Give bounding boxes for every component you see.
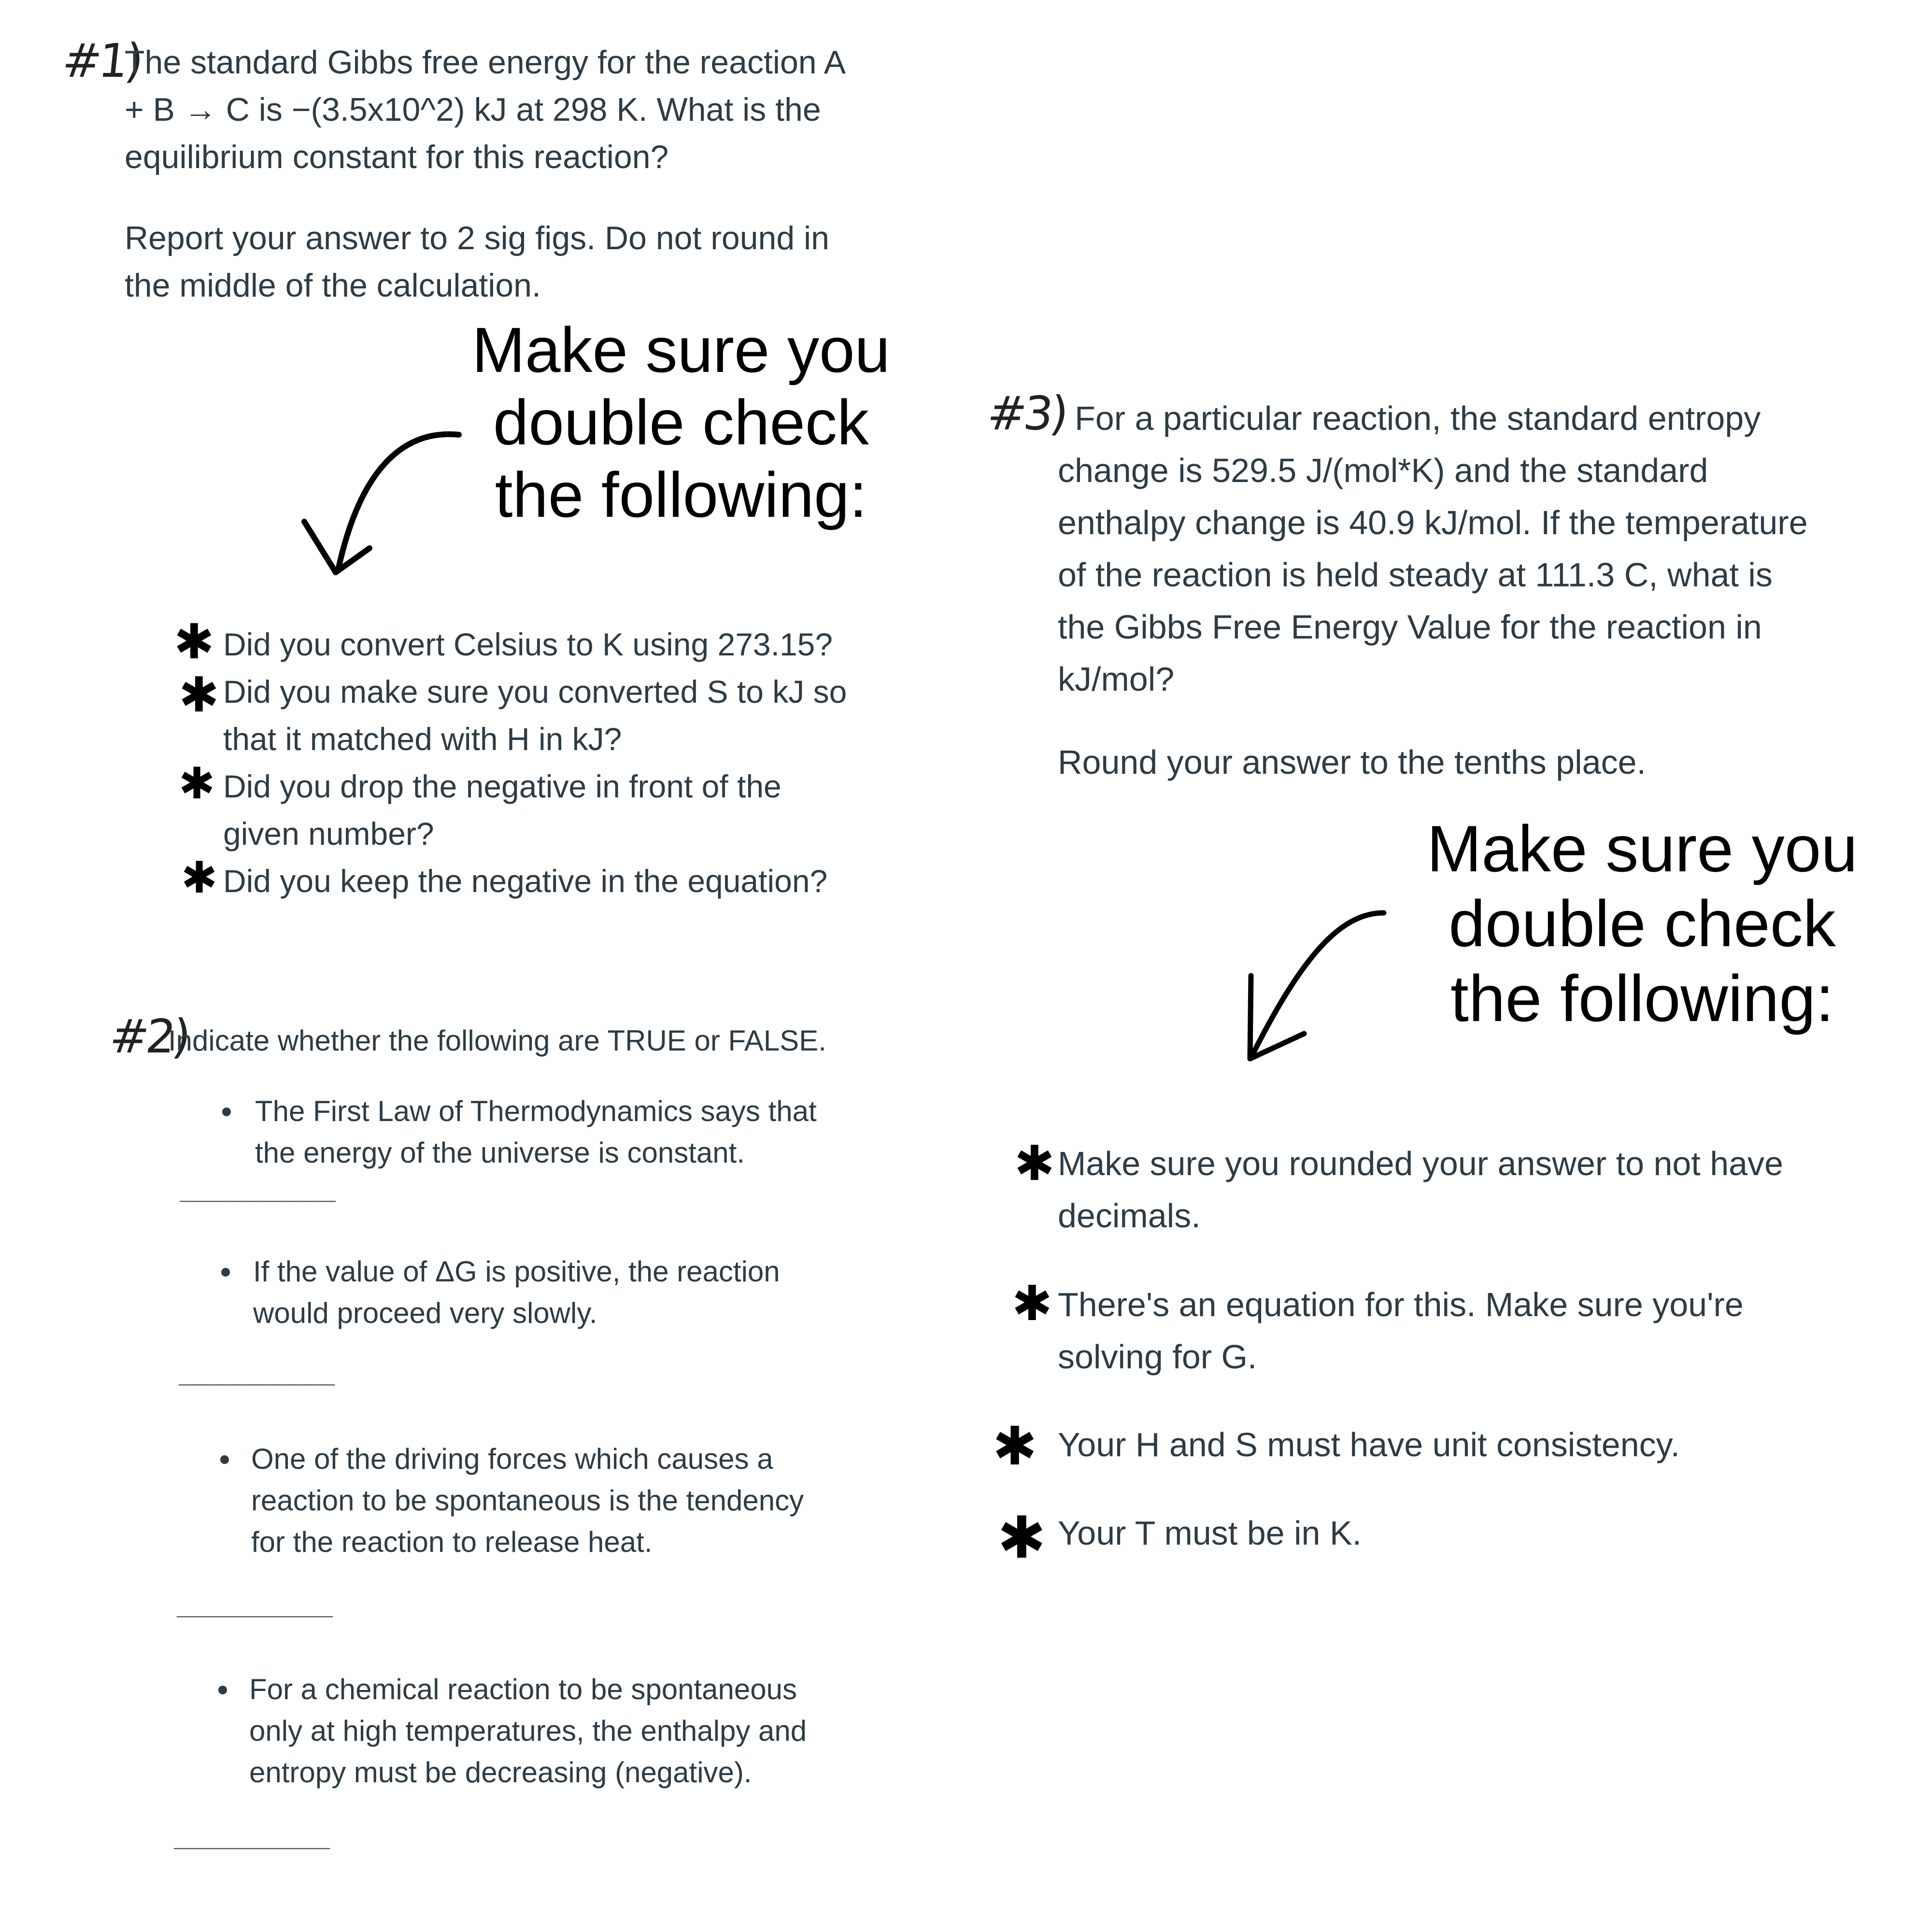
- question-1-line: + B → C is −(3.5x10^2) kJ at 298 K. What is the: [125, 91, 821, 128]
- question-3-line: the Gibbs Free Energy Value for the reaction in: [1058, 608, 1762, 646]
- asterisk-icon: ✱: [997, 1505, 1046, 1572]
- asterisk-icon: ✱: [181, 852, 218, 903]
- question-2-number: #2): [107, 1009, 191, 1064]
- question-3-instruction: Round your answer to the tenths place.: [1058, 743, 1646, 781]
- question-1-line: The standard Gibbs free energy for the reaction A: [125, 44, 846, 81]
- question-3-line: change is 529.5 J/(mol*K) and the standard: [1058, 452, 1708, 489]
- callout-line: the following:: [495, 459, 867, 530]
- check-item: Make sure you rounded your answer to not have decimals.: [1058, 1145, 1783, 1235]
- question-2-intro: Indicate whether the following are TRUE or FALSE.: [168, 1024, 826, 1057]
- check-item: Did you keep the negative in the equation?: [223, 863, 828, 899]
- asterisk-icon: ✱: [179, 758, 215, 809]
- answer-blank[interactable]: ___________: [180, 1179, 335, 1207]
- question-3-line: For a particular reaction, the standard entropy: [1075, 399, 1761, 437]
- true-false-statement: One of the driving forces which causes a reaction to be spontaneous is the tendency for the reaction to release heat.: [251, 1443, 804, 1558]
- question-1-instruction: the middle of the calculation.: [125, 267, 541, 304]
- check-item: Did you convert Celsius to K using 273.15?: [223, 626, 833, 662]
- question-3-number: #3): [985, 386, 1068, 440]
- question-1-callout: [449, 314, 913, 531]
- question-3-arrow-icon: [1241, 903, 1396, 1067]
- asterisk-icon: ✱: [179, 667, 219, 723]
- callout-line: Make sure you: [472, 314, 890, 385]
- question-1-line: equilibrium constant for this reaction?: [125, 139, 669, 175]
- question-3-line: kJ/mol?: [1058, 660, 1175, 698]
- check-item: Your T must be in K.: [1058, 1514, 1362, 1552]
- bullet-icon: [222, 1108, 231, 1116]
- question-1-number: #1): [60, 34, 143, 88]
- answer-blank[interactable]: ___________: [177, 1594, 332, 1622]
- check-item: Did you drop the negative in front of the given number?: [223, 768, 781, 852]
- question-3-text: [1058, 392, 1918, 788]
- asterisk-icon: ✱: [1014, 1135, 1055, 1192]
- true-false-statement: For a chemical reaction to be spontaneous only at high temperatures, the enthalpy and entropy must be decreasing (negative).: [249, 1673, 807, 1789]
- question-1-text: [125, 39, 897, 309]
- check-item: Did you make sure you converted S to kJ so that it matched with H in kJ?: [223, 674, 847, 757]
- callout-line: double check: [1449, 887, 1836, 960]
- question-1-arrow-icon: [290, 420, 473, 584]
- callout-line: Make sure you: [1427, 812, 1858, 885]
- answer-blank[interactable]: ___________: [174, 1826, 329, 1854]
- true-false-statement: The First Law of Thermodynamics says that the energy of the universe is constant.: [255, 1095, 817, 1169]
- callout-line: double check: [493, 387, 869, 458]
- question-3-line: of the reaction is held steady at 111.3 C, what is: [1058, 556, 1773, 594]
- bullet-icon: [220, 1455, 229, 1464]
- question-1-instruction: Report your answer to 2 sig figs. Do not round in: [125, 220, 829, 256]
- true-false-statement: If the value of ΔG is positive, the reaction would proceed very slowly.: [253, 1255, 780, 1329]
- asterisk-icon: ✱: [993, 1415, 1037, 1477]
- bullet-icon: [218, 1686, 227, 1694]
- bullet-icon: [221, 1268, 230, 1277]
- callout-line: the following:: [1450, 962, 1834, 1035]
- check-item: Your H and S must have unit consistency.: [1058, 1426, 1680, 1463]
- asterisk-icon: ✱: [1012, 1275, 1052, 1332]
- check-item: There's an equation for this. Make sure you're solving for G.: [1058, 1286, 1744, 1376]
- asterisk-icon: ✱: [174, 613, 214, 670]
- question-1-checklist: [223, 621, 948, 905]
- question-3-callout: [1410, 811, 1874, 1036]
- question-3-line: enthalpy change is 40.9 kJ/mol. If the temperature: [1058, 504, 1808, 541]
- answer-blank[interactable]: ___________: [179, 1362, 334, 1391]
